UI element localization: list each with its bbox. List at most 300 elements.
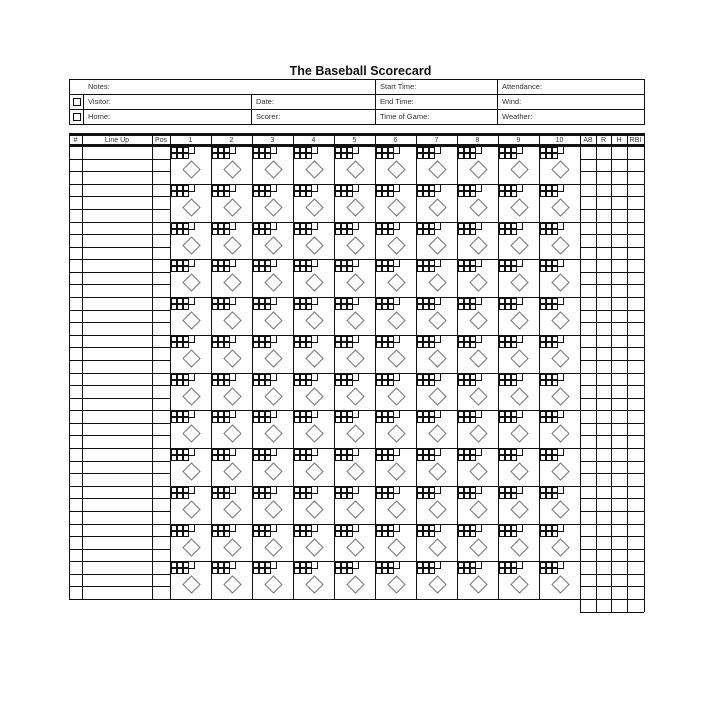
at-bat-cell-12-inning-8[interactable] bbox=[457, 561, 498, 599]
attendance-field[interactable]: Attendance: bbox=[502, 82, 543, 91]
lineup-name-input-4-2[interactable] bbox=[83, 273, 152, 284]
at-bat-cell-4-inning-10[interactable] bbox=[539, 259, 580, 297]
at-bat-cell-12-inning-2[interactable] bbox=[211, 561, 252, 599]
at-bat-cell-10-inning-10[interactable] bbox=[539, 486, 580, 524]
at-bat-cell-12-inning-4[interactable] bbox=[293, 561, 334, 599]
at-bat-cell-5-inning-5[interactable] bbox=[334, 297, 375, 335]
at-bat-cell-8-inning-1[interactable] bbox=[170, 410, 211, 448]
lineup-name-input-1-3[interactable] bbox=[83, 172, 152, 183]
base-diamond-icon bbox=[305, 538, 323, 556]
base-diamond-icon bbox=[428, 311, 446, 329]
at-bat-cell-1-inning-3[interactable] bbox=[252, 146, 293, 184]
lineup-name-input-10-3[interactable] bbox=[83, 512, 152, 523]
at-bat-cell-7-inning-8[interactable] bbox=[457, 373, 498, 411]
base-diamond-icon bbox=[469, 462, 487, 480]
base-diamond-icon bbox=[346, 160, 364, 178]
base-diamond-icon bbox=[387, 575, 405, 593]
home-field[interactable]: Home: bbox=[88, 112, 111, 121]
at-bat-cell-2-inning-7[interactable] bbox=[416, 184, 457, 222]
base-diamond-icon bbox=[305, 462, 323, 480]
position-input-3-1[interactable] bbox=[153, 223, 170, 234]
at-bat-cell-3-inning-6[interactable] bbox=[375, 222, 416, 260]
home-checkbox[interactable] bbox=[73, 113, 81, 121]
lineup-name-input-1-2[interactable] bbox=[83, 160, 152, 171]
lineup-name-input-12-3[interactable] bbox=[83, 587, 152, 598]
base-diamond-icon bbox=[387, 236, 405, 254]
lineup-name-input-8-1[interactable] bbox=[83, 411, 152, 422]
stat-divider bbox=[611, 146, 612, 612]
base-diamond-icon bbox=[264, 160, 282, 178]
at-bat-cell-8-inning-4[interactable] bbox=[293, 410, 334, 448]
base-diamond-icon bbox=[428, 160, 446, 178]
position-input-8-3[interactable] bbox=[153, 436, 170, 447]
position-input-4-3[interactable] bbox=[153, 285, 170, 296]
at-bat-cell-3-inning-3[interactable] bbox=[252, 222, 293, 260]
position-input-5-1[interactable] bbox=[153, 298, 170, 309]
at-bat-cell-7-inning-2[interactable] bbox=[211, 373, 252, 411]
wind-field[interactable]: Wind: bbox=[502, 97, 522, 106]
lineup-name-input-11-1[interactable] bbox=[83, 525, 152, 536]
stat-row-line bbox=[580, 159, 644, 160]
at-bat-cell-4-inning-6[interactable] bbox=[375, 259, 416, 297]
lineup-name-input-5-3[interactable] bbox=[83, 323, 152, 334]
position-input-3-3[interactable] bbox=[153, 248, 170, 259]
position-input-11-1[interactable] bbox=[153, 525, 170, 536]
at-bat-cell-11-inning-3[interactable] bbox=[252, 524, 293, 562]
base-diamond-icon bbox=[305, 311, 323, 329]
at-bat-cell-10-inning-6[interactable] bbox=[375, 486, 416, 524]
stat-row-line bbox=[580, 473, 644, 474]
at-bat-cell-9-inning-9[interactable] bbox=[498, 448, 539, 486]
lineup-name-input-7-1[interactable] bbox=[83, 374, 152, 385]
at-bat-cell-5-inning-2[interactable] bbox=[211, 297, 252, 335]
lineup-name-input-2-3[interactable] bbox=[83, 210, 152, 221]
lineup-name-input-7-2[interactable] bbox=[83, 386, 152, 397]
base-diamond-icon bbox=[387, 311, 405, 329]
at-bat-cell-9-inning-2[interactable] bbox=[211, 448, 252, 486]
col-header-inning-5: 5 bbox=[352, 137, 357, 144]
base-diamond-icon bbox=[223, 273, 241, 291]
base-diamond-icon bbox=[305, 500, 323, 518]
at-bat-cell-9-inning-5[interactable] bbox=[334, 448, 375, 486]
base-diamond-icon bbox=[223, 538, 241, 556]
column-divider bbox=[580, 136, 581, 144]
lineup-name-input-2-2[interactable] bbox=[83, 197, 152, 208]
lineup-name-input-11-3[interactable] bbox=[83, 550, 152, 561]
at-bat-cell-9-inning-7[interactable] bbox=[416, 448, 457, 486]
at-bat-cell-5-inning-4[interactable] bbox=[293, 297, 334, 335]
at-bat-cell-10-inning-3[interactable] bbox=[252, 486, 293, 524]
base-diamond-icon bbox=[346, 236, 364, 254]
lineup-name-input-9-2[interactable] bbox=[83, 462, 152, 473]
at-bat-cell-7-inning-7[interactable] bbox=[416, 373, 457, 411]
at-bat-cell-8-inning-5[interactable] bbox=[334, 410, 375, 448]
at-bat-cell-3-inning-9[interactable] bbox=[498, 222, 539, 260]
lineup-name-input-5-2[interactable] bbox=[83, 311, 152, 322]
game-info-table bbox=[69, 79, 645, 125]
game-info-row-visitor bbox=[70, 95, 644, 110]
lineup-name-input-11-2[interactable] bbox=[83, 537, 152, 548]
at-bat-cell-11-inning-6[interactable] bbox=[375, 524, 416, 562]
at-bat-cell-11-inning-9[interactable] bbox=[498, 524, 539, 562]
at-bat-cell-1-inning-6[interactable] bbox=[375, 146, 416, 184]
base-diamond-icon bbox=[182, 575, 200, 593]
lineup-name-input-6-2[interactable] bbox=[83, 348, 152, 359]
at-bat-cell-11-inning-8[interactable] bbox=[457, 524, 498, 562]
stat-row-line bbox=[580, 586, 644, 587]
stat-row-line bbox=[580, 498, 644, 499]
position-input-9-1[interactable] bbox=[153, 449, 170, 460]
base-diamond-icon bbox=[469, 198, 487, 216]
position-input-7-1[interactable] bbox=[153, 374, 170, 385]
stat-row-line bbox=[580, 259, 644, 260]
at-bat-cell-7-inning-3[interactable] bbox=[252, 373, 293, 411]
base-diamond-icon bbox=[551, 538, 569, 556]
column-divider bbox=[596, 136, 597, 144]
at-bat-cell-1-inning-9[interactable] bbox=[498, 146, 539, 184]
at-bat-cell-6-inning-3[interactable] bbox=[252, 335, 293, 373]
at-bat-cell-7-inning-10[interactable] bbox=[539, 373, 580, 411]
base-diamond-icon bbox=[510, 160, 528, 178]
base-diamond-icon bbox=[551, 387, 569, 405]
position-input-10-1[interactable] bbox=[153, 487, 170, 498]
col-header-inning-6: 6 bbox=[393, 137, 398, 144]
at-bat-cell-6-inning-1[interactable] bbox=[170, 335, 211, 373]
at-bat-cell-11-inning-10[interactable] bbox=[539, 524, 580, 562]
at-bat-cell-2-inning-6[interactable] bbox=[375, 184, 416, 222]
at-bat-cell-3-inning-10[interactable] bbox=[539, 222, 580, 260]
base-diamond-icon bbox=[510, 575, 528, 593]
position-input-5-2[interactable] bbox=[153, 311, 170, 322]
position-input-7-2[interactable] bbox=[153, 386, 170, 397]
position-input-11-2[interactable] bbox=[153, 537, 170, 548]
position-input-2-2[interactable] bbox=[153, 197, 170, 208]
at-bat-cell-6-inning-10[interactable] bbox=[539, 335, 580, 373]
inning-row-line bbox=[170, 599, 580, 600]
position-input-1-3[interactable] bbox=[153, 172, 170, 183]
position-input-11-3[interactable] bbox=[153, 550, 170, 561]
position-input-12-2[interactable] bbox=[153, 575, 170, 586]
at-bat-cell-1-inning-4[interactable] bbox=[293, 146, 334, 184]
base-diamond-icon bbox=[551, 575, 569, 593]
stat-row-line bbox=[580, 272, 644, 273]
base-diamond-icon bbox=[428, 462, 446, 480]
at-bat-cell-10-inning-2[interactable] bbox=[211, 486, 252, 524]
position-input-5-3[interactable] bbox=[153, 323, 170, 334]
at-bat-cell-2-inning-4[interactable] bbox=[293, 184, 334, 222]
base-diamond-icon bbox=[223, 387, 241, 405]
column-divider bbox=[293, 136, 294, 144]
base-diamond-icon bbox=[182, 500, 200, 518]
position-input-7-3[interactable] bbox=[153, 399, 170, 410]
base-diamond-icon bbox=[510, 500, 528, 518]
lineup-name-input-7-3[interactable] bbox=[83, 399, 152, 410]
at-bat-cell-9-inning-1[interactable] bbox=[170, 448, 211, 486]
at-bat-cell-7-inning-6[interactable] bbox=[375, 373, 416, 411]
at-bat-cell-6-inning-8[interactable] bbox=[457, 335, 498, 373]
lineup-name-input-3-3[interactable] bbox=[83, 248, 152, 259]
lineup-name-input-8-2[interactable] bbox=[83, 424, 152, 435]
at-bat-cell-9-inning-8[interactable] bbox=[457, 448, 498, 486]
at-bat-cell-2-inning-8[interactable] bbox=[457, 184, 498, 222]
col-header-h: H bbox=[616, 137, 622, 144]
at-bat-cell-2-inning-5[interactable] bbox=[334, 184, 375, 222]
at-bat-cell-1-inning-2[interactable] bbox=[211, 146, 252, 184]
stat-row-line bbox=[580, 322, 644, 323]
base-diamond-icon bbox=[551, 424, 569, 442]
base-diamond-icon bbox=[469, 538, 487, 556]
col-header-inning-1: 1 bbox=[188, 137, 193, 144]
base-diamond-icon bbox=[346, 538, 364, 556]
base-diamond-icon bbox=[428, 424, 446, 442]
column-divider bbox=[211, 136, 212, 144]
stat-divider bbox=[627, 146, 628, 612]
lineup-name-input-2-1[interactable] bbox=[83, 185, 152, 196]
at-bat-cell-12-inning-6[interactable] bbox=[375, 561, 416, 599]
position-input-2-3[interactable] bbox=[153, 210, 170, 221]
at-bat-cell-10-inning-8[interactable] bbox=[457, 486, 498, 524]
at-bat-cell-12-inning-5[interactable] bbox=[334, 561, 375, 599]
at-bat-cell-8-inning-10[interactable] bbox=[539, 410, 580, 448]
at-bat-cell-4-inning-5[interactable] bbox=[334, 259, 375, 297]
weather-field[interactable]: Weather: bbox=[502, 112, 533, 121]
position-input-1-1[interactable] bbox=[153, 147, 170, 158]
base-diamond-icon bbox=[264, 462, 282, 480]
at-bat-cell-8-inning-6[interactable] bbox=[375, 410, 416, 448]
at-bat-cell-3-inning-1[interactable] bbox=[170, 222, 211, 260]
at-bat-cell-12-inning-9[interactable] bbox=[498, 561, 539, 599]
at-bat-cell-2-inning-3[interactable] bbox=[252, 184, 293, 222]
stat-row-line bbox=[580, 335, 644, 336]
lineup-name-input-10-2[interactable] bbox=[83, 499, 152, 510]
at-bat-cell-1-inning-8[interactable] bbox=[457, 146, 498, 184]
at-bat-cell-9-inning-6[interactable] bbox=[375, 448, 416, 486]
lineup-name-input-12-1[interactable] bbox=[83, 562, 152, 573]
at-bat-cell-2-inning-9[interactable] bbox=[498, 184, 539, 222]
at-bat-cell-10-inning-1[interactable] bbox=[170, 486, 211, 524]
at-bat-cell-4-inning-9[interactable] bbox=[498, 259, 539, 297]
lineup-name-input-3-1[interactable] bbox=[83, 223, 152, 234]
time-of-game-field[interactable]: Time of Game: bbox=[380, 112, 430, 121]
at-bat-cell-4-inning-1[interactable] bbox=[170, 259, 211, 297]
at-bat-cell-11-inning-7[interactable] bbox=[416, 524, 457, 562]
base-diamond-icon bbox=[346, 311, 364, 329]
position-input-4-2[interactable] bbox=[153, 273, 170, 284]
base-diamond-icon bbox=[510, 462, 528, 480]
position-input-6-1[interactable] bbox=[153, 336, 170, 347]
at-bat-cell-4-inning-3[interactable] bbox=[252, 259, 293, 297]
column-divider bbox=[416, 136, 417, 144]
column-divider bbox=[334, 136, 335, 144]
lineup-name-input-10-1[interactable] bbox=[83, 487, 152, 498]
at-bat-cell-11-inning-2[interactable] bbox=[211, 524, 252, 562]
base-diamond-icon bbox=[510, 424, 528, 442]
base-diamond-icon bbox=[387, 500, 405, 518]
at-bat-cell-7-inning-5[interactable] bbox=[334, 373, 375, 411]
position-input-10-3[interactable] bbox=[153, 512, 170, 523]
base-diamond-icon bbox=[223, 160, 241, 178]
stat-row-line bbox=[580, 385, 644, 386]
column-divider bbox=[375, 136, 376, 144]
at-bat-cell-7-inning-1[interactable] bbox=[170, 373, 211, 411]
base-diamond-icon bbox=[346, 349, 364, 367]
base-diamond-icon bbox=[182, 387, 200, 405]
at-bat-cell-6-inning-5[interactable] bbox=[334, 335, 375, 373]
column-divider bbox=[539, 136, 540, 144]
stat-row-line bbox=[580, 423, 644, 424]
position-input-8-1[interactable] bbox=[153, 411, 170, 422]
lineup-name-input-9-3[interactable] bbox=[83, 474, 152, 485]
at-bat-cell-4-inning-4[interactable] bbox=[293, 259, 334, 297]
end-time-field[interactable]: End Time: bbox=[380, 97, 414, 106]
stat-row-line bbox=[580, 574, 644, 575]
at-bat-cell-6-inning-6[interactable] bbox=[375, 335, 416, 373]
at-bat-cell-3-inning-2[interactable] bbox=[211, 222, 252, 260]
position-input-4-1[interactable] bbox=[153, 260, 170, 271]
stat-bottom-line bbox=[580, 612, 644, 613]
at-bat-cell-5-inning-9[interactable] bbox=[498, 297, 539, 335]
lineup-name-input-4-1[interactable] bbox=[83, 260, 152, 271]
at-bat-cell-9-inning-3[interactable] bbox=[252, 448, 293, 486]
at-bat-cell-5-inning-6[interactable] bbox=[375, 297, 416, 335]
col-header-number: # bbox=[73, 137, 78, 144]
lineup-name-input-6-3[interactable] bbox=[83, 361, 152, 372]
column-divider bbox=[82, 136, 83, 144]
position-input-9-3[interactable] bbox=[153, 474, 170, 485]
at-bat-cell-4-inning-7[interactable] bbox=[416, 259, 457, 297]
at-bat-cell-11-inning-4[interactable] bbox=[293, 524, 334, 562]
at-bat-cell-5-inning-1[interactable] bbox=[170, 297, 211, 335]
at-bat-cell-8-inning-2[interactable] bbox=[211, 410, 252, 448]
at-bat-cell-2-inning-1[interactable] bbox=[170, 184, 211, 222]
at-bat-cell-5-inning-7[interactable] bbox=[416, 297, 457, 335]
base-diamond-icon bbox=[469, 311, 487, 329]
notes-field[interactable]: Notes: bbox=[88, 82, 110, 91]
stat-row-line bbox=[580, 398, 644, 399]
position-input-3-2[interactable] bbox=[153, 235, 170, 246]
at-bat-cell-5-inning-3[interactable] bbox=[252, 297, 293, 335]
position-input-10-2[interactable] bbox=[153, 499, 170, 510]
lineup-name-input-8-3[interactable] bbox=[83, 436, 152, 447]
position-input-6-3[interactable] bbox=[153, 361, 170, 372]
at-bat-cell-3-inning-4[interactable] bbox=[293, 222, 334, 260]
col-header-inning-3: 3 bbox=[270, 137, 275, 144]
at-bat-cell-3-inning-5[interactable] bbox=[334, 222, 375, 260]
at-bat-cell-8-inning-3[interactable] bbox=[252, 410, 293, 448]
lineup-name-input-5-1[interactable] bbox=[83, 298, 152, 309]
at-bat-cell-3-inning-8[interactable] bbox=[457, 222, 498, 260]
at-bat-cell-12-inning-1[interactable] bbox=[170, 561, 211, 599]
at-bat-cell-12-inning-10[interactable] bbox=[539, 561, 580, 599]
at-bat-cell-10-inning-9[interactable] bbox=[498, 486, 539, 524]
lineup-name-input-9-1[interactable] bbox=[83, 449, 152, 460]
at-bat-cell-4-inning-8[interactable] bbox=[457, 259, 498, 297]
base-diamond-icon bbox=[387, 538, 405, 556]
col-header-inning-2: 2 bbox=[229, 137, 234, 144]
column-divider bbox=[644, 136, 645, 144]
at-bat-cell-5-inning-10[interactable] bbox=[539, 297, 580, 335]
position-input-9-2[interactable] bbox=[153, 462, 170, 473]
base-diamond-icon bbox=[305, 198, 323, 216]
at-bat-cell-6-inning-9[interactable] bbox=[498, 335, 539, 373]
position-input-1-2[interactable] bbox=[153, 160, 170, 171]
lineup-name-input-3-2[interactable] bbox=[83, 235, 152, 246]
base-diamond-icon bbox=[428, 575, 446, 593]
at-bat-cell-4-inning-2[interactable] bbox=[211, 259, 252, 297]
at-bat-cell-9-inning-10[interactable] bbox=[539, 448, 580, 486]
stat-row-line bbox=[580, 297, 644, 298]
at-bat-cell-6-inning-2[interactable] bbox=[211, 335, 252, 373]
at-bat-cell-10-inning-7[interactable] bbox=[416, 486, 457, 524]
lineup-name-input-6-1[interactable] bbox=[83, 336, 152, 347]
position-input-12-3[interactable] bbox=[153, 587, 170, 598]
at-bat-cell-7-inning-4[interactable] bbox=[293, 373, 334, 411]
at-bat-cell-5-inning-8[interactable] bbox=[457, 297, 498, 335]
stat-divider bbox=[644, 146, 645, 612]
at-bat-cell-8-inning-8[interactable] bbox=[457, 410, 498, 448]
start-time-field[interactable]: Start Time: bbox=[380, 82, 417, 91]
base-diamond-icon bbox=[469, 349, 487, 367]
position-input-12-1[interactable] bbox=[153, 562, 170, 573]
column-divider bbox=[152, 136, 153, 144]
at-bat-cell-7-inning-9[interactable] bbox=[498, 373, 539, 411]
lineup-name-input-12-2[interactable] bbox=[83, 575, 152, 586]
at-bat-cell-8-inning-9[interactable] bbox=[498, 410, 539, 448]
visitor-field[interactable]: Visitor: bbox=[88, 97, 111, 106]
column-divider bbox=[170, 136, 171, 144]
at-bat-cell-6-inning-4[interactable] bbox=[293, 335, 334, 373]
at-bat-cell-1-inning-1[interactable] bbox=[170, 146, 211, 184]
base-diamond-icon bbox=[346, 198, 364, 216]
lineup-row-line bbox=[69, 599, 170, 600]
date-field[interactable]: Date: bbox=[256, 97, 274, 106]
base-diamond-icon bbox=[469, 500, 487, 518]
at-bat-cell-10-inning-4[interactable] bbox=[293, 486, 334, 524]
at-bat-cell-1-inning-5[interactable] bbox=[334, 146, 375, 184]
at-bat-cell-12-inning-7[interactable] bbox=[416, 561, 457, 599]
base-diamond-icon bbox=[469, 387, 487, 405]
base-diamond-icon bbox=[182, 198, 200, 216]
col-header-rbi: RBI bbox=[629, 137, 642, 144]
at-bat-cell-1-inning-7[interactable] bbox=[416, 146, 457, 184]
base-diamond-icon bbox=[387, 349, 405, 367]
at-bat-cell-9-inning-4[interactable] bbox=[293, 448, 334, 486]
visitor-checkbox[interactable] bbox=[73, 98, 81, 106]
at-bat-cell-2-inning-2[interactable] bbox=[211, 184, 252, 222]
position-input-2-1[interactable] bbox=[153, 185, 170, 196]
position-input-8-2[interactable] bbox=[153, 424, 170, 435]
scorer-field[interactable]: Scorer: bbox=[256, 112, 281, 121]
at-bat-cell-11-inning-1[interactable] bbox=[170, 524, 211, 562]
at-bat-cell-2-inning-10[interactable] bbox=[539, 184, 580, 222]
col-header-inning-9: 9 bbox=[516, 137, 521, 144]
game-info-row-notes bbox=[70, 80, 644, 95]
base-diamond-icon bbox=[346, 273, 364, 291]
at-bat-cell-10-inning-5[interactable] bbox=[334, 486, 375, 524]
lineup-name-input-4-3[interactable] bbox=[83, 285, 152, 296]
lineup-name-input-1-1[interactable] bbox=[83, 147, 152, 158]
at-bat-cell-11-inning-5[interactable] bbox=[334, 524, 375, 562]
base-diamond-icon bbox=[551, 311, 569, 329]
stat-row-line bbox=[580, 347, 644, 348]
at-bat-cell-3-inning-7[interactable] bbox=[416, 222, 457, 260]
at-bat-cell-12-inning-3[interactable] bbox=[252, 561, 293, 599]
at-bat-cell-6-inning-7[interactable] bbox=[416, 335, 457, 373]
at-bat-cell-1-inning-10[interactable] bbox=[539, 146, 580, 184]
base-diamond-icon bbox=[551, 462, 569, 480]
position-input-6-2[interactable] bbox=[153, 348, 170, 359]
at-bat-cell-8-inning-7[interactable] bbox=[416, 410, 457, 448]
